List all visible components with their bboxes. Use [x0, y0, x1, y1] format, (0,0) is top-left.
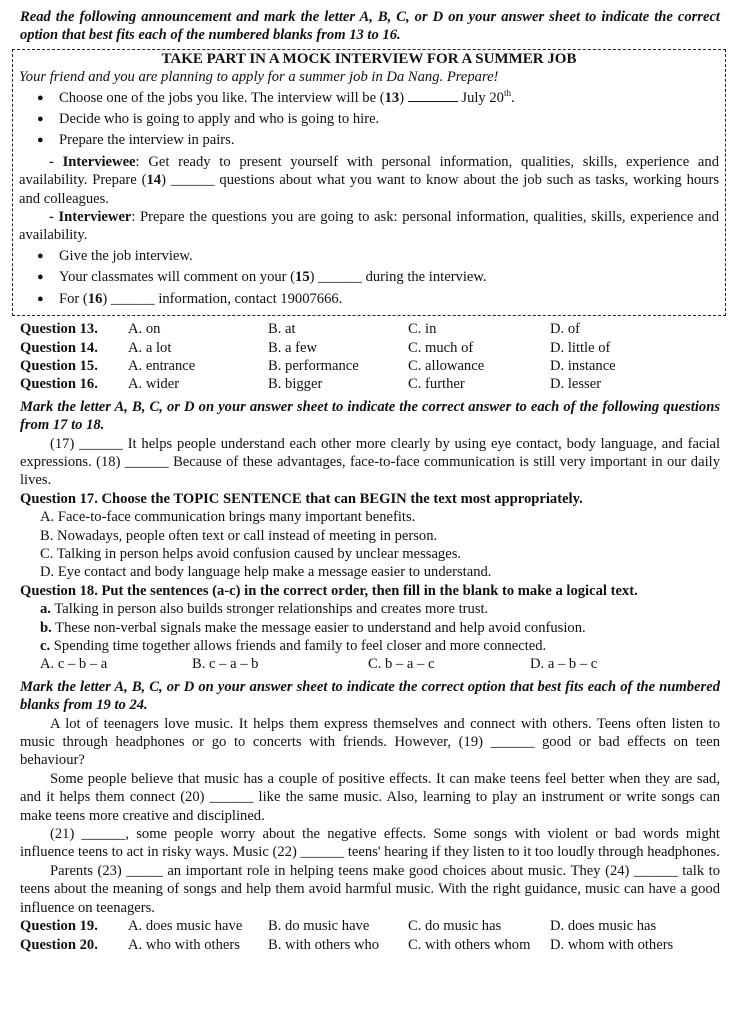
blank-13 [408, 89, 458, 102]
option-c: C. Talking in person helps avoid confusion caused by unclear messages. [40, 545, 462, 562]
question-17: Question 17. Choose the TOPIC SENTENCE that can BEGIN the text most appropriately. A. Face-to-face communication brings many important benefits. B. Nowadays, people often text or call instead of meeting in person. C. Talking in person helps avoid confusion caused by unclear messages. D. Eye contact and body language help make a message easier to understand. [20, 490, 720, 582]
sentence-a: a. Talking in person also builds stronger relationships and creates more trust. [40, 601, 489, 618]
questions-13-16 [20, 320, 720, 394]
bullet-5: ● Your classmates will comment on your (15) ______ during the interview. [19, 268, 719, 286]
option-d: D. Eye contact and body language help make a message easier to understand. [40, 564, 492, 581]
passage-paragraph: Some people believe that music has a couple of positive effects. It can make teens feel better when they are sad, and it helps them connect (20) ______ like the same music. Also, learning to play an instrument or write songs can make teens more creative and disciplined. [20, 770, 720, 824]
instruction-13-16: Read the following announcement and mark the letter A, B, C, or D on your answer sheet to indicate the correct option that best fits each of the numbered blanks from 13 to 16. [20, 9, 720, 44]
interviewee-para: - Interviewee: Get ready to present yourself with personal information, qualities, skills, experience and availability. Prepare (14) ______ questions about what you want to know about the job such as tasks, working hours and colleagues. [19, 153, 719, 207]
passage-17-18: (17) ______ It helps people understand each other more clearly by using eye contact, body language, and facial expressions. (18) ______ Because of these advantages, face-to-face communication is still very important in our daily lives. [20, 435, 720, 489]
question-row: Question 15. A. entrance B. performance C. allowance D. instance [20, 357, 616, 374]
question-row: Question 19. A. does music have B. do music have C. do music has D. does music has [20, 918, 657, 935]
instruction-19-24: Mark the letter A, B, C, or D on your answer sheet to indicate the correct option that best fits each of the numbered blanks from 19 to 24. [20, 678, 720, 714]
option-a: A. Face-to-face communication brings many important benefits. [40, 509, 416, 526]
announcement-title: TAKE PART IN A MOCK INTERVIEW FOR A SUMMER JOB [161, 50, 577, 67]
option-b: B. Nowadays, people often text or call instead of meeting in person. [40, 527, 438, 544]
bullet-3: ● Prepare the interview in pairs. [19, 131, 719, 149]
passage-paragraph: Parents (23) _____ an important role in helping teens make good choices about music. They (24) ______ talk to teens about the meaning of songs and help them avoid harmful music. With the right guidance, music can have a good influence on teenagers. [20, 862, 720, 916]
announcement-intro: Your friend and you are planning to apply for a summer job in Da Nang. Prepare! [19, 69, 499, 86]
questions-19-20 [20, 917, 720, 954]
bullet-1: ● Choose one of the jobs you like. The interview will be (13) July 20th. [19, 89, 719, 107]
sentence-c: c. Spending time together allows friends and family to feel closer and more connected. [40, 638, 547, 654]
announcement-list-2 [19, 247, 719, 308]
bullet-2: ● Decide who is going to apply and who is going to hire. [19, 110, 719, 128]
announcement-list [19, 89, 719, 150]
question-row: Question 13. A. on B. at C. in D. of [20, 321, 580, 338]
instruction-17-18: Mark the letter A, B, C, or D on your answer sheet to indicate the correct answer to each of the following questions from 17 to 18. [20, 398, 720, 434]
question-row: Question 20. A. who with others B. with others who C. with others whom D. whom with others [20, 936, 674, 953]
question-18: Question 18. Put the sentences (a-c) in the correct order, then fill in the blank to make a logical text. a. Talking in person also builds stronger relationships and creates more trust. b. These non-verbal signals make the message easier to understand and help avoid confusion. c. Spending time together allows friends and family to feel closer and more connected. A. c – b – a B. c – a – b C. b – a – c D. a – b – c [20, 582, 720, 674]
bullet-6: ● For (16) ______ information, contact 19007666. [19, 290, 719, 308]
passage-paragraph: (21) ______, some people worry about the negative effects. Some songs with violent or bad words might influence teens to act in risky ways. Music (22) ______ teens' hearing if they listen to it too loudly through headphones. [20, 826, 720, 861]
sentence-b: b. These non-verbal signals make the message easier to understand and help avoid confusion. [40, 619, 586, 636]
passage-paragraph: A lot of teenagers love music. It helps them express themselves and connect with others. Teens often listen to music through headphones or go to concerts with friends. However, (19) ______ good or bad effects on teen behaviour? [20, 715, 720, 769]
options-18: A. c – b – a B. c – a – b C. b – a – c D. a – b – c [40, 656, 598, 673]
passage-19-24 [20, 715, 720, 917]
worksheet-page [20, 8, 720, 954]
bullet-4: ● Give the job interview. [19, 247, 719, 265]
interviewer-para: - Interviewer: Prepare the questions you are going to ask: personal information, qualities, skills, experience and availability. [19, 209, 720, 244]
question-row: Question 16. A. wider B. bigger C. further D. lesser [20, 376, 602, 393]
announcement-box [12, 49, 726, 316]
question-row: Question 14. A. a lot B. a few C. much of D. little of [20, 339, 611, 356]
